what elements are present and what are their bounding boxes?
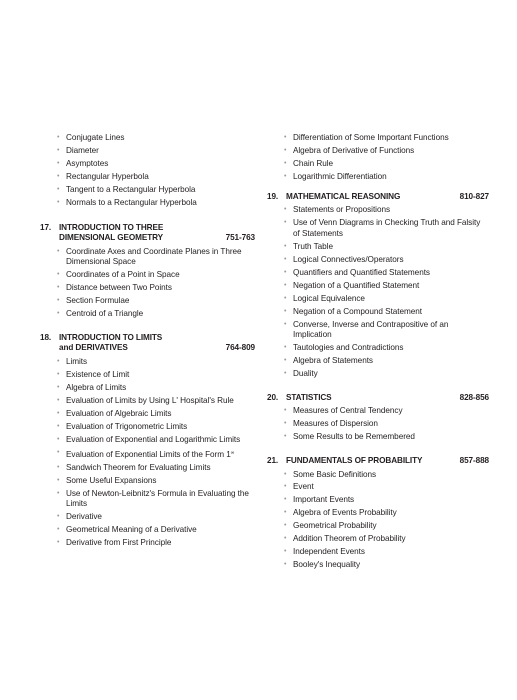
left-column <box>40 133 255 551</box>
list-item <box>267 495 489 506</box>
list-item-text: Important Events <box>293 495 355 505</box>
bullet-icon: • <box>284 483 287 491</box>
bullet-icon: • <box>284 548 287 556</box>
chapter-title: FUNDAMENTALS OF PROBABILITY <box>286 455 423 465</box>
list-item-text: Addition Theorem of Probability <box>293 534 406 544</box>
list-item <box>267 294 489 305</box>
list-item <box>40 283 255 294</box>
list-item-text: Chain Rule <box>293 158 334 168</box>
chapter-title-line2: DIMENSIONAL GEOMETRY <box>59 233 163 243</box>
list-item-text: Algebra of Events Probability <box>293 508 397 518</box>
list-item-text: Tangent to a Rectangular Hyperbola <box>66 184 196 194</box>
bullet-icon: • <box>284 509 287 517</box>
list-item-text: Statements or Propositions <box>293 205 390 215</box>
list-item-text: Normals to a Rectangular Hyperbola <box>66 197 197 207</box>
list-item <box>267 547 489 558</box>
bullet-icon: • <box>284 206 287 214</box>
chapter-number: 21. <box>267 455 279 465</box>
chapter-pages: 810-827 <box>459 191 489 201</box>
list-item-text: Measures of Dispersion <box>293 419 378 429</box>
list-item <box>267 356 489 367</box>
list-item <box>40 357 255 368</box>
list-item-text: Diameter <box>66 145 99 155</box>
list-item-text: Rectangular Hyperbola <box>66 171 149 181</box>
list-item-text: Asymptotes <box>66 158 109 168</box>
bullet-icon: • <box>57 383 60 391</box>
list-item-text: Logical Connectives/Operators <box>293 254 404 264</box>
chapter-18 <box>40 333 255 354</box>
chapter-pages: 828-856 <box>459 392 489 402</box>
list-item-text: Tautologies and Contradictions <box>293 343 404 353</box>
chapter-21 <box>267 456 489 467</box>
bullet-icon: • <box>57 358 60 366</box>
list-item <box>267 307 489 318</box>
chapter-title-line1: INTRODUCTION TO LIMITS <box>59 332 163 342</box>
bullet-icon: • <box>284 268 287 276</box>
bullet-icon: • <box>57 476 60 484</box>
bullet-icon: • <box>57 185 60 193</box>
list-item <box>40 489 255 510</box>
list-item <box>267 419 489 430</box>
chapter-17-list <box>40 247 255 320</box>
list-item <box>267 508 489 519</box>
list-item <box>267 560 489 571</box>
list-item <box>40 383 255 394</box>
list-item-text: Evaluation of Exponential and Logarithmic Limits <box>66 434 241 444</box>
chapter-pages: 764-809 <box>225 343 255 353</box>
list-item <box>267 369 489 380</box>
list-item-text: Existence of Limit <box>66 370 130 379</box>
list-item-text: Negation of a Compound Statement <box>293 306 423 316</box>
list-item-text: Coordinate Axes and Coordinate Planes in Three Dimensional Space <box>66 246 242 267</box>
list-item <box>267 146 489 157</box>
bullet-icon: • <box>57 526 60 534</box>
bullet-icon: • <box>57 146 60 154</box>
list-item-text: Converse, Inverse and Contrapositive of an Implication <box>293 319 449 340</box>
bullet-icon: • <box>57 435 60 443</box>
list-item-text: Quantifiers and Quantified Statements <box>293 267 430 277</box>
list-item <box>40 538 255 549</box>
bullet-icon: • <box>284 281 287 289</box>
bullet-icon: • <box>284 320 287 328</box>
bullet-icon: • <box>57 271 60 279</box>
bullet-icon: • <box>284 146 287 154</box>
chapter-number: 17. <box>40 222 52 232</box>
list-item-text: Duality <box>293 369 318 379</box>
bullet-icon: • <box>284 172 287 180</box>
bullet-icon: • <box>57 513 60 521</box>
list-item <box>267 218 489 239</box>
chapter-18-list-2 <box>40 463 255 549</box>
bullet-icon: • <box>57 448 60 456</box>
chapter-19-list <box>267 205 489 380</box>
list-item <box>40 247 255 268</box>
bullet-icon: • <box>57 310 60 318</box>
bullet-icon: • <box>284 255 287 263</box>
bullet-icon: • <box>57 198 60 206</box>
chapter-20-list <box>267 406 489 443</box>
list-item <box>267 205 489 216</box>
list-item <box>40 525 255 536</box>
list-item <box>40 512 255 523</box>
list-item <box>40 172 255 183</box>
bullet-icon: • <box>284 159 287 167</box>
right-top-list <box>267 133 489 183</box>
list-item <box>40 476 255 487</box>
list-item <box>267 482 489 493</box>
bullet-icon: • <box>284 219 287 227</box>
chapter-19 <box>267 192 489 203</box>
list-item <box>267 432 489 443</box>
list-item-text: Independent Events <box>293 547 365 557</box>
list-item <box>40 463 255 474</box>
list-item-text: Some Basic Definitions <box>293 469 377 479</box>
bullet-icon: • <box>284 344 287 352</box>
bullet-icon: • <box>284 370 287 378</box>
chapter-20 <box>267 393 489 404</box>
list-item-text: Geometrical Meaning of a Derivative <box>66 525 197 535</box>
right-column <box>267 133 489 573</box>
chapter-pages: 751-763 <box>225 233 255 243</box>
bullet-icon: • <box>284 561 287 569</box>
list-item-text: Derivative <box>66 512 102 522</box>
bullet-icon: • <box>57 409 60 417</box>
list-item: • Evaluation of Exponential Limits of the Form 1∞ <box>57 448 235 459</box>
chapter-21-list <box>267 470 489 571</box>
list-item-text: Some Results to be Remembered <box>293 432 415 442</box>
chapter-number: 19. <box>267 191 279 201</box>
list-item-text: Event <box>293 482 314 492</box>
chapter-17 <box>40 223 255 244</box>
chapter-number: 18. <box>40 332 52 342</box>
bullet-icon: • <box>284 407 287 415</box>
bullet-icon: • <box>57 539 60 547</box>
list-item <box>40 396 255 407</box>
list-item-text: Evaluation of Algebraic Limits <box>66 408 172 418</box>
list-item <box>267 470 489 481</box>
list-item <box>267 320 489 341</box>
bullet-icon: • <box>57 172 60 180</box>
bullet-icon: • <box>57 489 60 497</box>
list-item <box>40 409 255 420</box>
list-item-text: Conjugate Lines <box>66 133 125 142</box>
bullet-icon: • <box>57 284 60 292</box>
list-item <box>267 521 489 532</box>
list-item <box>40 370 255 381</box>
list-item-text: Geometrical Probability <box>293 521 377 531</box>
list-item <box>267 159 489 170</box>
chapter-title: STATISTICS <box>286 392 332 402</box>
list-item <box>40 435 255 446</box>
chapter-title-line1: INTRODUCTION TO THREE <box>59 222 164 232</box>
list-item <box>40 146 255 157</box>
bullet-icon: • <box>57 134 60 141</box>
list-item-text: Coordinates of a Point in Space <box>66 270 180 280</box>
bullet-icon: • <box>284 496 287 504</box>
list-item-text: Measures of Central Tendency <box>293 406 403 416</box>
list-item-text: Evaluation of Trigonometric Limits <box>66 421 188 431</box>
list-item <box>267 534 489 545</box>
list-item-text: Use of Newton-Leibnitz's Formula in Evaluating the Limits <box>66 488 249 509</box>
list-item-text: Logical Equivalence <box>293 293 365 303</box>
list-item-text: Differentiation of Some Important Functions <box>293 133 449 142</box>
bullet-icon: • <box>57 463 60 471</box>
list-item-text: Logarithmic Differentiation <box>293 171 387 181</box>
bullet-icon: • <box>284 134 287 141</box>
bullet-icon: • <box>284 357 287 365</box>
bullet-icon: • <box>284 535 287 543</box>
list-item <box>40 422 255 433</box>
list-item-text: Sandwich Theorem for Evaluating Limits <box>66 462 211 472</box>
list-item <box>267 255 489 266</box>
list-item-text: Negation of a Quantified Statement <box>293 280 420 290</box>
list-item-text: Booley's Inequality <box>293 560 361 570</box>
list-item-text: Algebra of Statements <box>293 356 373 366</box>
chapter-number: 20. <box>267 392 279 402</box>
list-item <box>267 281 489 292</box>
bullet-icon: • <box>284 470 287 478</box>
list-item <box>267 406 489 417</box>
chapter-pages: 857-888 <box>459 455 489 465</box>
chapter-title-line2: and DERIVATIVES <box>59 343 128 353</box>
list-item <box>267 343 489 354</box>
list-item-text: Algebra of Limits <box>66 382 127 392</box>
bullet-icon: • <box>57 159 60 167</box>
list-item <box>40 185 255 196</box>
bullet-icon: • <box>284 242 287 250</box>
bullet-icon: • <box>57 297 60 305</box>
list-item <box>40 270 255 281</box>
bullet-icon: • <box>284 522 287 530</box>
list-item-text: Some Useful Expansions <box>66 475 157 485</box>
list-item <box>267 242 489 253</box>
list-item <box>40 198 255 209</box>
list-item-text: Evaluation of Limits by Using L' Hospital's Rule <box>66 395 234 405</box>
bullet-icon: • <box>284 433 287 441</box>
chapter-18-list <box>40 357 255 446</box>
list-item <box>40 309 255 320</box>
bullet-icon: • <box>284 307 287 315</box>
list-item <box>40 296 255 307</box>
list-item <box>40 159 255 170</box>
list-item-text: Distance between Two Points <box>66 283 172 293</box>
list-item <box>267 268 489 279</box>
list-item-text: Centroid of a Triangle <box>66 309 144 319</box>
list-item <box>267 133 489 144</box>
bullet-icon: • <box>57 422 60 430</box>
chapter-title: MATHEMATICAL REASONING <box>286 191 401 201</box>
list-item-text: Algebra of Derivative of Functions <box>293 145 415 155</box>
bullet-icon: • <box>57 371 60 378</box>
list-item-text: Section Formulae <box>66 296 130 306</box>
list-item <box>40 133 255 144</box>
bullet-icon: • <box>284 420 287 428</box>
bullet-icon: • <box>57 396 60 404</box>
list-item-text: Derivative from First Principle <box>66 538 172 548</box>
bullet-icon: • <box>57 247 60 255</box>
list-item-text: Use of Venn Diagrams in Checking Truth and Falsity of Statements <box>293 218 481 238</box>
list-item-text: Limits <box>66 357 88 367</box>
bullet-icon: • <box>284 294 287 302</box>
list-item-text: Truth Table <box>293 241 333 251</box>
list-item <box>267 172 489 183</box>
left-top-list <box>40 133 255 209</box>
